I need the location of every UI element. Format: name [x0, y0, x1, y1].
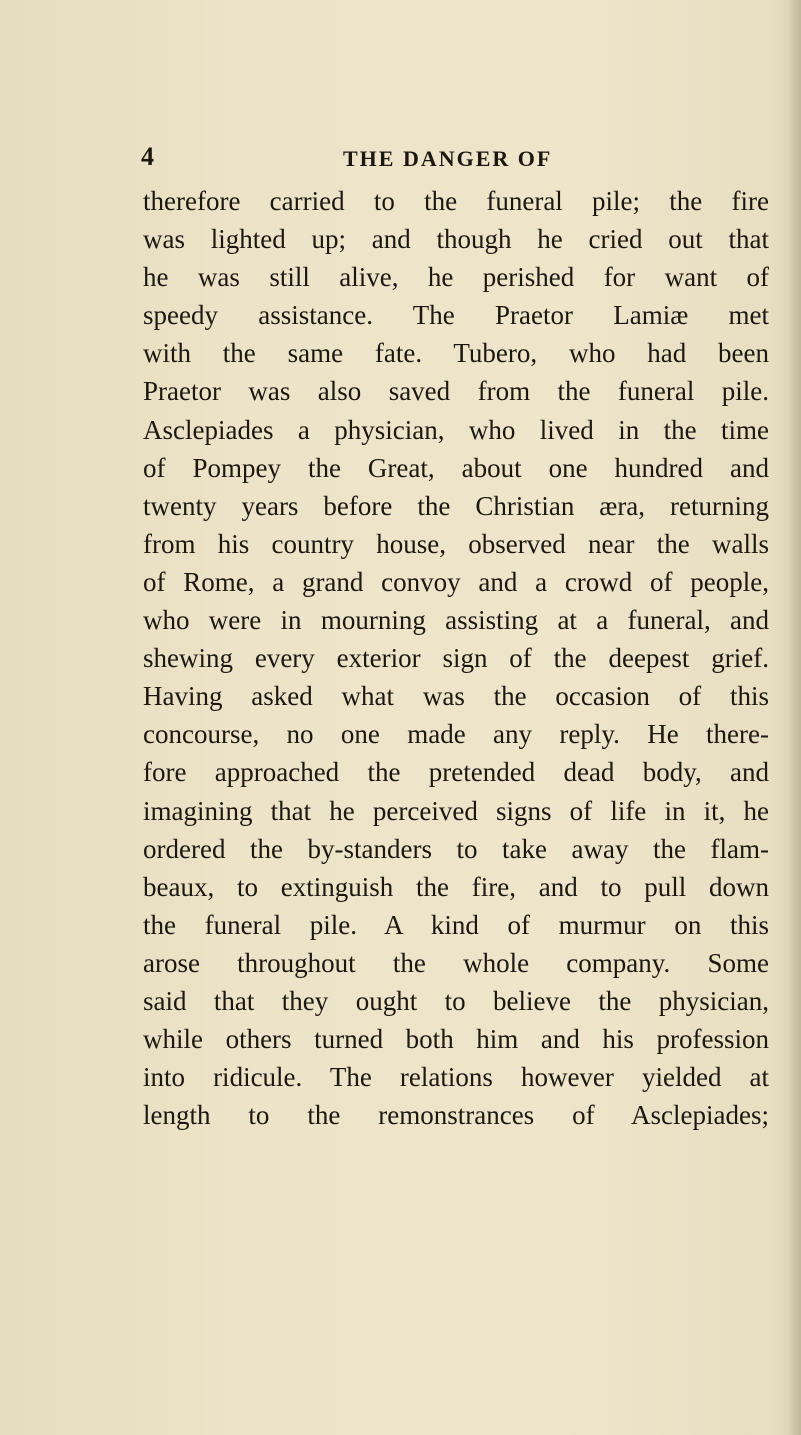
text-line: he was still alive, he perished for want of — [143, 262, 769, 293]
text-line: imagining that he perceived signs of life in it, he — [143, 795, 769, 826]
text-line: of Pompey the Great, about one hundred and — [143, 452, 769, 483]
text-line: who were in mourning assisting at a funeral, and — [143, 605, 769, 636]
text-line: of Rome, a grand convoy and a crowd of people, — [143, 566, 769, 597]
text-line: Asclepiades a physician, who lived in the time — [143, 414, 769, 445]
text-line: shewing every exterior sign of the deepest grief. — [143, 643, 769, 674]
text-line: the funeral pile. A kind of murmur on this — [143, 909, 769, 940]
text-line: twenty years before the Christian æra, returning — [143, 490, 769, 521]
text-line: with the same fate. Tubero, who had been — [143, 338, 769, 369]
text-line: therefore carried to the funeral pile; the fire — [143, 186, 769, 216]
text-line: fore approached the pretended dead body, and — [143, 757, 769, 788]
text-line: from his country house, observed near the walls — [143, 528, 769, 559]
text-line: was lighted up; and though he cried out that — [143, 224, 769, 255]
text-line: concourse, no one made any reply. He there- — [143, 719, 769, 750]
text-line: while others turned both him and his profession — [143, 1024, 769, 1055]
page-edge-shadow — [787, 0, 801, 1435]
text-line: beaux, to extinguish the fire, and to pull down — [143, 871, 769, 902]
text-line: speedy assistance. The Praetor Lamiæ met — [143, 300, 769, 331]
text-line: into ridicule. The relations however yielded at — [143, 1062, 769, 1093]
text-line: Praetor was also saved from the funeral pile. — [143, 376, 769, 407]
text-line: arose throughout the whole company. Some — [143, 947, 769, 978]
text-line: Having asked what was the occasion of this — [143, 681, 769, 712]
text-line: said that they ought to believe the physician, — [143, 985, 769, 1016]
page-number: 4 — [141, 142, 154, 171]
text-line: ordered the by-standers to take away the flam- — [143, 833, 769, 864]
body-text — [143, 182, 769, 1134]
text-line: length to the remonstrances of Asclepiades; — [143, 1100, 769, 1131]
page-header — [0, 140, 801, 180]
running-head: THE DANGER OF — [343, 146, 553, 171]
